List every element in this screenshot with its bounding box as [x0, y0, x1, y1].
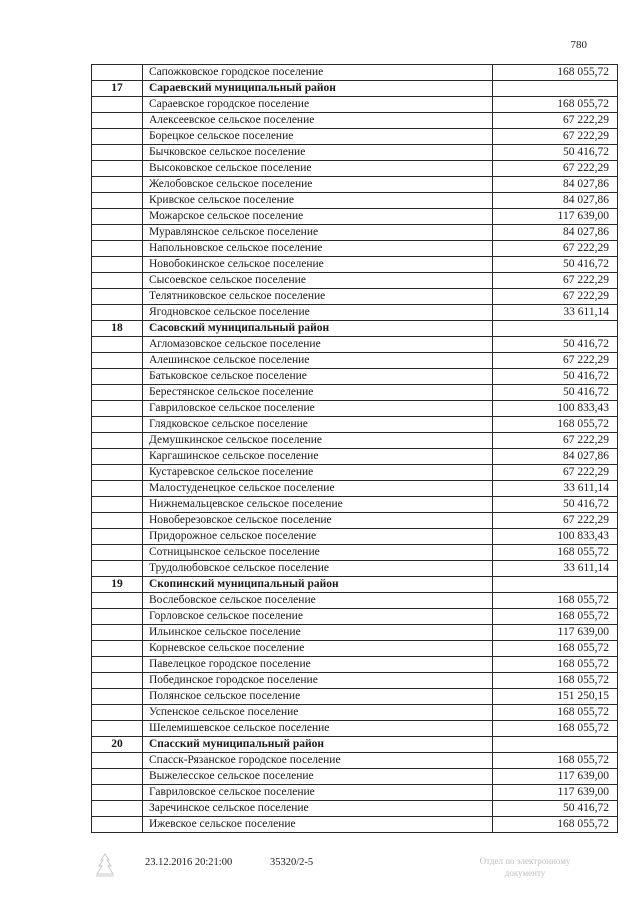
row-amount: 67 222,29	[493, 353, 618, 369]
settlement-name: Сысоевское сельское поселение	[143, 273, 493, 289]
table-row	[92, 689, 618, 705]
table-row	[92, 145, 618, 161]
table-row	[92, 609, 618, 625]
settlement-name: Кустаревское сельское поселение	[143, 465, 493, 481]
table-row	[92, 721, 618, 737]
row-number	[92, 145, 143, 161]
settlement-name: Павелецкое городское поселение	[143, 657, 493, 673]
row-amount: 168 055,72	[493, 545, 618, 561]
row-number	[92, 65, 143, 81]
settlement-name: Гавриловское сельское поселение	[143, 785, 493, 801]
row-amount: 168 055,72	[493, 609, 618, 625]
table-row	[92, 193, 618, 209]
row-number: 17	[92, 81, 143, 97]
settlement-name: Сасовский муниципальный район	[143, 321, 493, 337]
settlement-name: Гавриловское сельское поселение	[143, 401, 493, 417]
row-amount	[493, 321, 618, 337]
settlement-name: Ягодновское сельское поселение	[143, 305, 493, 321]
row-amount: 168 055,72	[493, 641, 618, 657]
row-number	[92, 97, 143, 113]
row-number	[92, 257, 143, 273]
table-row	[92, 753, 618, 769]
row-amount: 67 222,29	[493, 273, 618, 289]
coat-of-arms-icon	[92, 852, 118, 878]
settlement-name: Малостуденецкое сельское поселение	[143, 481, 493, 497]
row-number	[92, 801, 143, 817]
row-number	[92, 529, 143, 545]
row-amount: 67 222,29	[493, 433, 618, 449]
settlement-name: Трудолюбовское сельское поселение	[143, 561, 493, 577]
row-amount: 50 416,72	[493, 801, 618, 817]
table-row	[92, 465, 618, 481]
row-amount: 50 416,72	[493, 337, 618, 353]
row-number	[92, 705, 143, 721]
row-amount: 67 222,29	[493, 161, 618, 177]
table-row	[92, 769, 618, 785]
row-amount: 117 639,00	[493, 625, 618, 641]
settlement-name: Алешинское сельское поселение	[143, 353, 493, 369]
row-number	[92, 465, 143, 481]
row-number	[92, 385, 143, 401]
row-number	[92, 785, 143, 801]
row-number	[92, 609, 143, 625]
row-number	[92, 209, 143, 225]
row-number	[92, 417, 143, 433]
row-amount: 33 611,14	[493, 305, 618, 321]
row-number	[92, 593, 143, 609]
row-number	[92, 657, 143, 673]
table-row	[92, 529, 618, 545]
table-row	[92, 305, 618, 321]
row-amount: 50 416,72	[493, 369, 618, 385]
row-amount: 50 416,72	[493, 497, 618, 513]
row-number: 18	[92, 321, 143, 337]
row-number	[92, 433, 143, 449]
row-amount: 168 055,72	[493, 657, 618, 673]
row-amount: 67 222,29	[493, 241, 618, 257]
row-amount: 33 611,14	[493, 481, 618, 497]
row-amount: 84 027,86	[493, 449, 618, 465]
district-row	[92, 577, 618, 593]
row-number	[92, 641, 143, 657]
table-row	[92, 225, 618, 241]
row-amount: 117 639,00	[493, 209, 618, 225]
settlement-name: Горловское сельское поселение	[143, 609, 493, 625]
table-row	[92, 97, 618, 113]
row-number	[92, 129, 143, 145]
row-number	[92, 305, 143, 321]
table-row	[92, 177, 618, 193]
row-number	[92, 689, 143, 705]
settlement-name: Побединское городское поселение	[143, 673, 493, 689]
settlement-name: Желобовское сельское поселение	[143, 177, 493, 193]
settlement-name: Выжелесское сельское поселение	[143, 769, 493, 785]
row-amount: 84 027,86	[493, 177, 618, 193]
settlement-name: Сараевский муниципальный район	[143, 81, 493, 97]
row-number	[92, 545, 143, 561]
row-number	[92, 161, 143, 177]
settlement-name: Каргашинское сельское поселение	[143, 449, 493, 465]
settlement-name: Заречинское сельское поселение	[143, 801, 493, 817]
settlement-name: Новоберезовское сельское поселение	[143, 513, 493, 529]
settlement-name: Шелемишевское сельское поселение	[143, 721, 493, 737]
row-amount: 117 639,00	[493, 769, 618, 785]
settlement-name: Напольновское сельское поселение	[143, 241, 493, 257]
settlement-name: Бычковское сельское поселение	[143, 145, 493, 161]
row-amount	[493, 81, 618, 97]
row-number: 19	[92, 577, 143, 593]
row-amount	[493, 577, 618, 593]
row-number	[92, 673, 143, 689]
row-amount: 67 222,29	[493, 113, 618, 129]
settlement-name: Батьковское сельское поселение	[143, 369, 493, 385]
row-amount: 67 222,29	[493, 129, 618, 145]
row-amount: 84 027,86	[493, 193, 618, 209]
settlement-name: Новобокинское сельское поселение	[143, 257, 493, 273]
settlement-name: Придорожное сельское поселение	[143, 529, 493, 545]
watermark-line: Отдел по электронному	[479, 856, 571, 866]
settlement-name: Успенское сельское поселение	[143, 705, 493, 721]
footer-doc-number: 35320/2-5	[270, 857, 314, 868]
settlement-name: Сараевское городское поселение	[143, 97, 493, 113]
settlement-name: Полянское сельское поселение	[143, 689, 493, 705]
row-amount: 168 055,72	[493, 817, 618, 833]
row-amount: 117 639,00	[493, 785, 618, 801]
table-row	[92, 673, 618, 689]
row-number	[92, 769, 143, 785]
table-row	[92, 353, 618, 369]
table-row	[92, 785, 618, 801]
settlement-name: Демушкинское сельское поселение	[143, 433, 493, 449]
row-number	[92, 481, 143, 497]
row-number	[92, 337, 143, 353]
row-number	[92, 497, 143, 513]
row-number: 20	[92, 737, 143, 753]
row-amount: 168 055,72	[493, 593, 618, 609]
table-row	[92, 545, 618, 561]
table-row	[92, 241, 618, 257]
row-number	[92, 817, 143, 833]
table-row	[92, 209, 618, 225]
row-amount: 50 416,72	[493, 385, 618, 401]
settlement-name: Агломазовское сельское поселение	[143, 337, 493, 353]
row-amount: 100 833,43	[493, 401, 618, 417]
table-row	[92, 625, 618, 641]
row-number	[92, 241, 143, 257]
row-number	[92, 289, 143, 305]
row-amount: 67 222,29	[493, 465, 618, 481]
page-number: 780	[570, 39, 587, 51]
row-amount: 168 055,72	[493, 97, 618, 113]
row-number	[92, 401, 143, 417]
settlement-name: Ильинское сельское поселение	[143, 625, 493, 641]
row-amount: 67 222,29	[493, 289, 618, 305]
row-amount: 33 611,14	[493, 561, 618, 577]
allocation-table	[91, 64, 618, 833]
table-row	[92, 513, 618, 529]
settlement-name: Спасск-Рязанское городское поселение	[143, 753, 493, 769]
row-amount: 168 055,72	[493, 705, 618, 721]
row-number	[92, 561, 143, 577]
settlement-name: Алексеевское сельское поселение	[143, 113, 493, 129]
table-row	[92, 801, 618, 817]
settlement-name: Борецкое сельское поселение	[143, 129, 493, 145]
settlement-name: Скопинский муниципальный район	[143, 577, 493, 593]
table-row	[92, 417, 618, 433]
row-number	[92, 225, 143, 241]
table-body	[92, 65, 618, 833]
row-amount: 168 055,72	[493, 65, 618, 81]
table-row	[92, 337, 618, 353]
row-number	[92, 273, 143, 289]
table-row	[92, 705, 618, 721]
table-row	[92, 433, 618, 449]
table-row	[92, 497, 618, 513]
row-amount: 84 027,86	[493, 225, 618, 241]
row-amount: 151 250,15	[493, 689, 618, 705]
settlement-name: Муравлянское сельское поселение	[143, 225, 493, 241]
table-row	[92, 657, 618, 673]
row-number	[92, 193, 143, 209]
table-row	[92, 481, 618, 497]
row-number	[92, 449, 143, 465]
district-row	[92, 737, 618, 753]
settlement-name: Корневское сельское поселение	[143, 641, 493, 657]
settlement-name: Сапожковское городское поселение	[143, 65, 493, 81]
table-row	[92, 65, 618, 81]
settlement-name: Нижнемальцевское сельское поселение	[143, 497, 493, 513]
table-row	[92, 561, 618, 577]
row-number	[92, 625, 143, 641]
row-amount: 168 055,72	[493, 753, 618, 769]
settlement-name: Сотницынское сельское поселение	[143, 545, 493, 561]
footer-date: 23.12.2016 20:21:00	[145, 857, 233, 868]
table-row	[92, 129, 618, 145]
row-amount: 168 055,72	[493, 721, 618, 737]
row-amount: 168 055,72	[493, 673, 618, 689]
row-number	[92, 753, 143, 769]
district-row	[92, 81, 618, 97]
table-row	[92, 369, 618, 385]
table-row	[92, 449, 618, 465]
settlement-name: Кривское сельское поселение	[143, 193, 493, 209]
row-number	[92, 721, 143, 737]
table-row	[92, 385, 618, 401]
table-row	[92, 289, 618, 305]
settlement-name: Глядковское сельское поселение	[143, 417, 493, 433]
row-number	[92, 353, 143, 369]
row-amount: 100 833,43	[493, 529, 618, 545]
table-row	[92, 113, 618, 129]
footer-watermark	[455, 855, 595, 879]
settlement-name: Вослебовское сельское поселение	[143, 593, 493, 609]
settlement-name: Высоковское сельское поселение	[143, 161, 493, 177]
row-number	[92, 113, 143, 129]
table-row	[92, 593, 618, 609]
row-number	[92, 513, 143, 529]
table-row	[92, 401, 618, 417]
row-number	[92, 177, 143, 193]
row-amount: 50 416,72	[493, 145, 618, 161]
table-row	[92, 161, 618, 177]
table-row	[92, 817, 618, 833]
district-row	[92, 321, 618, 337]
settlement-name: Можарское сельское поселение	[143, 209, 493, 225]
table-row	[92, 641, 618, 657]
settlement-name: Телятниковское сельское поселение	[143, 289, 493, 305]
row-amount	[493, 737, 618, 753]
row-amount: 50 416,72	[493, 257, 618, 273]
row-amount: 67 222,29	[493, 513, 618, 529]
settlement-name: Ижевское сельское поселение	[143, 817, 493, 833]
row-number	[92, 369, 143, 385]
table-row	[92, 273, 618, 289]
row-amount: 168 055,72	[493, 417, 618, 433]
table-row	[92, 257, 618, 273]
settlement-name: Спасский муниципальный район	[143, 737, 493, 753]
watermark-line: документу	[504, 868, 546, 878]
settlement-name: Берестянское сельское поселение	[143, 385, 493, 401]
